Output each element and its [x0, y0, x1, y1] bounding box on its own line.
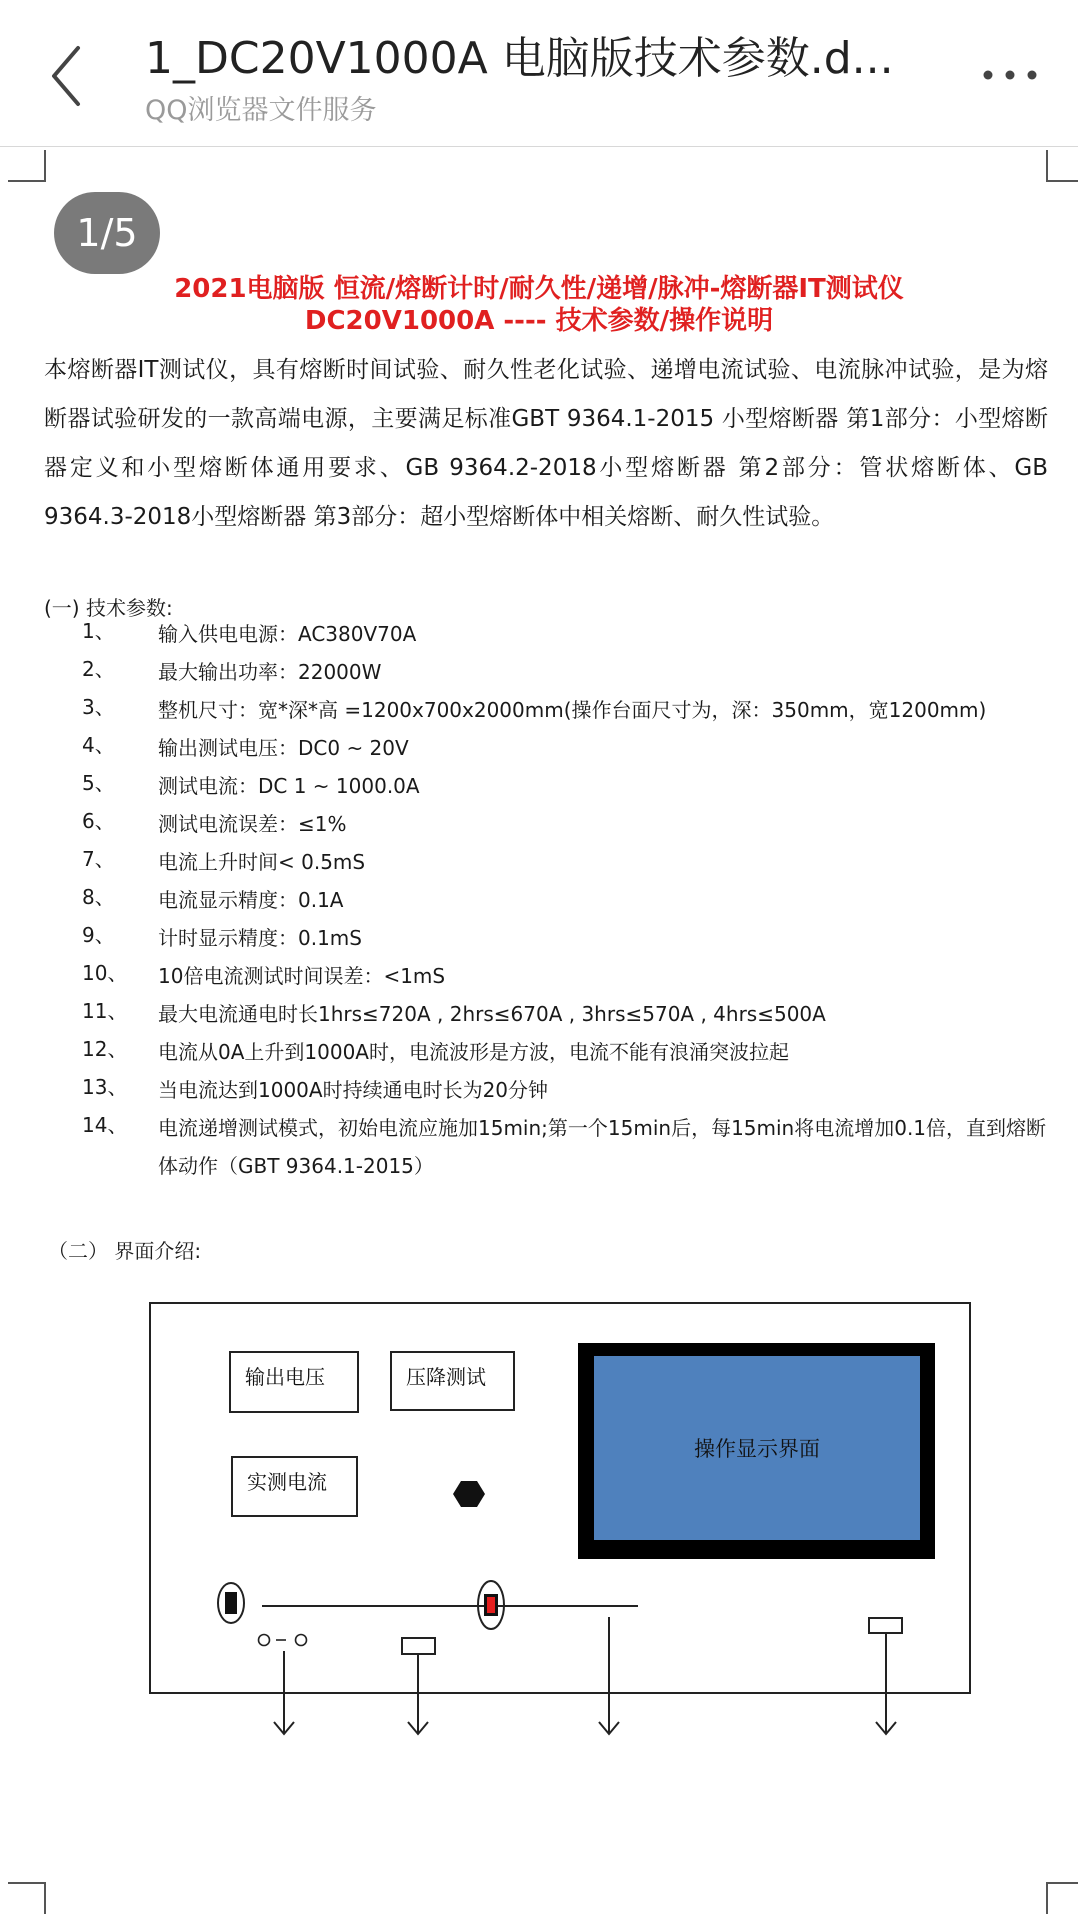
- spec-item-text: 当电流达到1000A时持续通电时长为20分钟: [158, 1078, 549, 1102]
- document-title: 1_DC20V1000A 电脑版技术参数.d...: [145, 33, 894, 84]
- spec-item-number: 5、: [82, 771, 115, 795]
- spec-item-text: 测试电流误差：≤1%: [158, 812, 347, 836]
- spec-item-number: 1、: [82, 619, 115, 643]
- spec-item-number: 3、: [82, 695, 115, 719]
- spec-item-text: 测试电流：DC 1 ~ 1000.0A: [158, 774, 420, 798]
- section-heading-interface: （二） 界面介绍:: [48, 1239, 202, 1263]
- spec-item-text: 最大输出功率：22000W: [158, 660, 382, 684]
- voltage-drop-test-box: 压降测试: [390, 1351, 515, 1411]
- page-indicator: 1/5: [54, 192, 160, 274]
- measured-current-box: 实测电流: [231, 1456, 358, 1517]
- spec-item-text: 电流显示精度：0.1A: [158, 888, 344, 912]
- doc-heading-line1: 2021电脑版 恒流/熔断计时/耐久性/递增/脉冲-熔断器IT测试仪: [174, 274, 904, 304]
- spec-item-number: 7、: [82, 847, 115, 871]
- spec-item-text: 最大电流通电时长1hrs≤720A , 2hrs≤670A , 3hrs≤570A , 4hrs≤500A: [158, 1002, 826, 1026]
- arrow-down-icon: [408, 1654, 428, 1734]
- spec-item-number: 2、: [82, 657, 115, 681]
- spec-item-number: 8、: [82, 885, 115, 909]
- spec-item-text: 整机尺寸：宽*深*高 =1200x700x2000mm(操作台面尺寸为，深：350mm，宽1200mm): [158, 698, 987, 722]
- spec-item-number: 12、: [82, 1037, 128, 1061]
- knob-icon: [453, 1481, 485, 1507]
- socket-icon: [402, 1638, 435, 1654]
- operation-display-screen: 操作显示界面: [594, 1356, 920, 1540]
- arrow-down-icon: [599, 1617, 619, 1734]
- socket-icon: [869, 1618, 902, 1633]
- spec-item-number: 11、: [82, 999, 128, 1023]
- spec-item-number: 4、: [82, 733, 115, 757]
- arrow-down-icon: [876, 1633, 896, 1734]
- power-switch-icon: [218, 1583, 244, 1623]
- intro-paragraph: 本熔断器IT测试仪，具有熔断时间试验、耐久性老化试验、递增电流试验、电流脉冲试验，是为熔断器试验研发的一款高端电源，主要满足标准GBT 9364.1-2015 小型熔断器 第1部分：小型熔断器定义和小型熔断体通用要求、GB 9364.2-2018小型熔断器 第2部分：管状熔断体、GB 9364.3-2018小型熔断器 第3部分：超小型熔断体中相关熔断、耐久性试验。: [44, 357, 1048, 530]
- section-heading-specs: (一) 技术参数:: [44, 596, 173, 620]
- spec-item-text: 电流递增测试模式，初始电流应施加15min;第一个15min后，每15min将电流增加0.1倍，直到熔断体动作（GBT 9364.1-2015）: [158, 1116, 1047, 1178]
- spec-item-text: 输入供电电源：AC380V70A: [158, 622, 417, 646]
- spec-item-number: 14、: [82, 1113, 128, 1137]
- spec-item-text: 电流从0A上升到1000A时，电流波形是方波，电流不能有浪涌突波拉起: [158, 1040, 789, 1064]
- spec-item-text: 计时显示精度：0.1mS: [158, 926, 362, 950]
- spec-item-number: 9、: [82, 923, 115, 947]
- spec-item-text: 电流上升时间< 0.5mS: [158, 850, 366, 874]
- terminal-icon: [259, 1635, 307, 1646]
- spec-item-text: 输出测试电压：DC0 ~ 20V: [158, 736, 409, 760]
- output-voltage-box: 输出电压: [229, 1351, 359, 1413]
- spec-item-text: 10倍电流测试时间误差：<1mS: [158, 964, 446, 988]
- spec-item-number: 13、: [82, 1075, 128, 1099]
- spec-item-number: 10、: [82, 961, 128, 985]
- arrow-down-icon: [274, 1651, 294, 1734]
- spec-item-number: 6、: [82, 809, 115, 833]
- document-source: QQ浏览器文件服务: [145, 95, 377, 126]
- doc-heading-line2: DC20V1000A ---- 技术参数/操作说明: [304, 306, 774, 336]
